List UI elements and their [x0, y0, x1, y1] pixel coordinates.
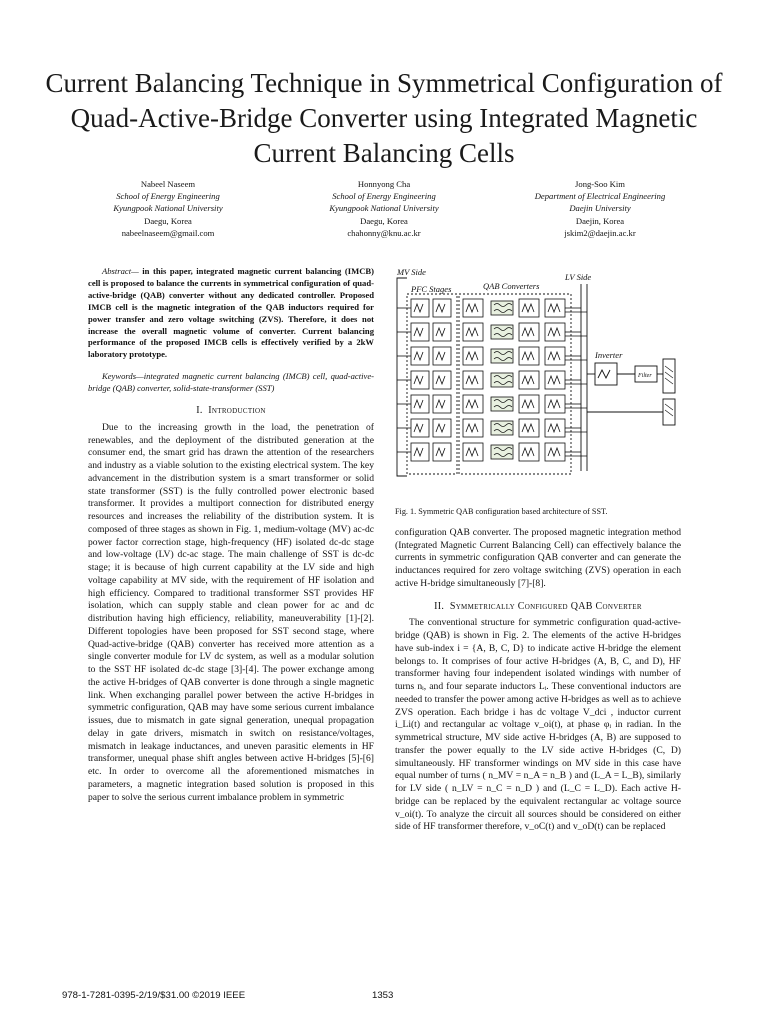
- switch-icon: [436, 352, 445, 360]
- switch-icon: [466, 424, 478, 432]
- hbridge-lv-block: [545, 443, 565, 461]
- lv-side-label: LV Side: [565, 272, 592, 282]
- switch-icon: [414, 448, 423, 456]
- hbridge-lv-block: [545, 347, 565, 365]
- switch-icon: [598, 370, 610, 378]
- hf-transformer-block: [491, 325, 513, 339]
- hbridge-mv-block: [463, 395, 483, 413]
- sst-architecture-diagram: [395, 266, 681, 502]
- load-box: [663, 399, 675, 425]
- switch-icon: [548, 328, 560, 336]
- switch-icon: [436, 400, 445, 408]
- author-email: jskim2@daejin.ac.kr: [564, 227, 636, 238]
- section2-paragraph: The conventional structure for symmetric configuration quad-active-bridge (QAB) is shown in Fig. 2. The elements of the active H-bridges have sub-index i = {A, B, C, D} to indicate active H-bridge the element belongs to. It comprises of four active H-bridges (A, B, C, and D), HF transformer having four independent isolated windings with number of turns nᵢ, and four separate inductors Lᵢ. These conventional inductors are needed to transfer the power among active H-bridges as well as to achieve ZVS operation. Each bridge i has dc voltage V_dci , inductor current i_Li(t) and rectangular ac voltage v_oi(t), at phase φᵢ in radian. In the symmetrical structure, MV side active H-bridges (A, B) are supposed to transfer the power equally to the LV side active H-bridges (C, D) simultaneously. HF transformer windings on MV side in this case have equal number of turns ( n_MV = n_A = n_B ) and (L_A = L_B), similarly for LV side ( n_LV = n_C = n_D ) and (L_C = L_D). Each active H-bridge can be replaced by the equivalent rectangular ac voltage source v_oi(t). To analyze the circuit all sources should be considered on either side of HF transformer therefore, v_oC(t) and v_oD(t) can be replaced: [395, 617, 681, 833]
- section-number: I.: [196, 405, 203, 417]
- switch-icon: [548, 376, 560, 384]
- hbridge-lv-block: [519, 299, 539, 317]
- pfc-bridge-block: [433, 347, 451, 365]
- author-name: Nabeel Naseem: [140, 179, 196, 189]
- switch-icon: [414, 352, 423, 360]
- author-department: School of Energy Engineering: [332, 191, 436, 202]
- author-name: Honnyong Cha: [357, 179, 411, 189]
- abstract-lead: Abstract—: [102, 266, 139, 276]
- pfc-rectifier-block: [411, 419, 429, 437]
- switch-icon: [522, 328, 534, 336]
- author-email: chahonny@knu.ac.kr: [347, 227, 421, 238]
- figure-1: [395, 266, 681, 502]
- load-symbol-icon: [665, 366, 673, 384]
- pfc-rectifier-block: [411, 347, 429, 365]
- author-email: nabeelnaseem@gmail.com: [121, 227, 215, 238]
- switch-icon: [436, 448, 445, 456]
- hbridge-lv-block: [545, 299, 565, 317]
- switch-icon: [522, 304, 534, 312]
- author-city: Daegu, Korea: [360, 215, 408, 226]
- section2-lead-paragraph: configuration QAB converter. The proposed magnetic integration method (Integrated Magnetic Current Balancing Cell) can effectively balance the currents in symmetric configuration QAB converter and can generate the inductances required for zero voltage switching (ZVS) operation in each active H-bridge simultaneously [7]-[8].: [395, 526, 681, 589]
- switch-icon: [548, 352, 560, 360]
- switch-icon: [522, 352, 534, 360]
- pfc-rectifier-block: [411, 395, 429, 413]
- hbridge-lv-block: [545, 419, 565, 437]
- hf-transformer-block: [491, 445, 513, 459]
- switch-icon: [436, 304, 445, 312]
- author-1: [60, 178, 276, 239]
- hbridge-mv-block: [463, 419, 483, 437]
- section-heading-qab: [395, 601, 681, 614]
- switch-icon: [522, 448, 534, 456]
- pfc-bridge-block: [433, 323, 451, 341]
- switch-icon: [466, 304, 478, 312]
- switch-icon: [466, 376, 478, 384]
- paper-title: Current Balancing Technique in Symmetrical Configuration of Quad-Active-Bridge Converter using Integrated Magnetic Current Balancing Cells: [45, 68, 723, 168]
- pfc-bridge-block: [433, 299, 451, 317]
- section-heading-introduction: [88, 405, 374, 418]
- hbridge-mv-block: [463, 443, 483, 461]
- left-column: [88, 266, 374, 804]
- author-department: Department of Electrical Engineering: [534, 191, 666, 202]
- filter-label: Filter: [638, 373, 652, 379]
- hbridge-lv-block: [545, 323, 565, 341]
- author-2: [276, 178, 492, 239]
- hf-transformer-block: [491, 349, 513, 363]
- hbridge-mv-block: [463, 323, 483, 341]
- section-title: Symmetrically Configured QAB Converter: [449, 600, 642, 612]
- abstract: [88, 266, 374, 361]
- switch-icon: [522, 400, 534, 408]
- pfc-bridge-block: [433, 419, 451, 437]
- introduction-paragraph: Due to the increasing growth in the load, the penetration of renewables, and the deployment of the distributed generation at the consumer end, the smart grid has drawn the attention of the researchers and industry as a viable solution to the existing electrical system. The key advancement in the distribution system is a smart transformer or solid state transformer (SST) is the fully controlled power electronic based transformer. It provides a multiport connection for distributed energy resources and increases the reliability of the distribution system. It is composed of three stages as shown in Fig. 1, medium-voltage (MV) ac-dc power factor correction stage, high-frequency (HF) isolated dc-dc stage and low-voltage (LV) dc-ac stage. The main challenge of SST is dc-dc stage; it is because of high current capability at the LV side and high voltage capability at MV side, with the requirement of HF isolation and high efficiency. Compared to traditional transformer SST provides HF isolation, which can supply stable and clean power for ac and dc distribution having high efficiency, reliability, maneuverability [1]-[2]. Different topologies have been proposed for SST second stage, where Quad-active-bridge (QAB) converter has received more attention as a single converter module for LV dc system, as well as a modular solution to the SST HF isolated dc-dc stage [3]-[4]. The power exchange among the active H-bridges of QAB converter is done through a single magnetic link. When exchanging parallel power between the active H-bridges in symmetric configuration, QAB may have some serious current imbalance issues, due to mismatch in gate signal generation, unequal propagation delay in gate drivers, mismatch in switch on resistance/voltages, mismatch in leakage inductances, and uneven parasitic elements in HF transformer, unequal phase shift angles between active H-bridges [5]-[6] etc. In order to overcome all the aforementioned mismatches in parameters, a magnetic integration based solution is proposed in this paper to solve the serious current imbalance problem in symmetric: [88, 421, 374, 803]
- pfc-rectifier-block: [411, 443, 429, 461]
- author-name: Jong-Soo Kim: [575, 179, 625, 189]
- mv-side-label: MV Side: [397, 267, 426, 277]
- pfc-rectifier-block: [411, 299, 429, 317]
- page-number: 1353: [372, 990, 394, 1001]
- right-column: [395, 266, 681, 834]
- inverter-label: Inverter: [595, 350, 623, 360]
- hbridge-mv-block: [463, 299, 483, 317]
- switch-icon: [522, 376, 534, 384]
- hbridge-mv-block: [463, 347, 483, 365]
- load-symbol-icon: [665, 404, 673, 416]
- author-department: School of Energy Engineering: [116, 191, 220, 202]
- switch-icon: [414, 424, 423, 432]
- section-title: Introduction: [208, 405, 266, 417]
- author-university: Kyungpook National University: [113, 203, 223, 214]
- figure-1-caption: Fig. 1. Symmetric QAB configuration based architecture of SST.: [395, 507, 608, 516]
- pfc-stages-box: [407, 294, 457, 474]
- hbridge-lv-block: [519, 443, 539, 461]
- pfc-bridge-block: [433, 395, 451, 413]
- switch-icon: [548, 448, 560, 456]
- author-city: Daejin, Korea: [575, 215, 625, 226]
- switch-icon: [466, 448, 478, 456]
- hbridge-lv-block: [519, 323, 539, 341]
- keywords: Keywords—integrated magnetic current balancing (IMCB) cell, quad-active-bridge (QAB) converter, solid-state-transformer (SST): [88, 371, 374, 394]
- section-number: II.: [434, 600, 445, 612]
- pfc-bridge-block: [433, 371, 451, 389]
- converter-module-rows: [397, 299, 587, 461]
- author-3: [492, 178, 708, 239]
- hf-transformer-block: [491, 421, 513, 435]
- copyright-footer: 978-1-7281-0395-2/19/$31.00 ©2019 IEEE: [62, 990, 246, 1001]
- hbridge-lv-block: [545, 395, 565, 413]
- hbridge-lv-block: [519, 395, 539, 413]
- hbridge-mv-block: [463, 371, 483, 389]
- hf-transformer-block: [491, 373, 513, 387]
- switch-icon: [522, 424, 534, 432]
- pfc-rectifier-block: [411, 371, 429, 389]
- switch-icon: [436, 376, 445, 384]
- switch-icon: [548, 400, 560, 408]
- hf-transformer-block: [491, 301, 513, 315]
- hf-transformer-block: [491, 397, 513, 411]
- switch-icon: [414, 400, 423, 408]
- author-city: Daegu, Korea: [144, 215, 192, 226]
- switch-icon: [436, 328, 445, 336]
- author-university: Kyungpook National University: [329, 203, 439, 214]
- qab-converters-label: QAB Converters: [483, 281, 540, 291]
- pfc-rectifier-block: [411, 323, 429, 341]
- switch-icon: [548, 304, 560, 312]
- pfc-bridge-block: [433, 443, 451, 461]
- author-university: Daejin University: [569, 203, 631, 214]
- pfc-stages-label: PFC Stages: [411, 284, 452, 294]
- switch-icon: [414, 376, 423, 384]
- load-box: [663, 359, 675, 393]
- author-block: [60, 178, 708, 239]
- switch-icon: [466, 328, 478, 336]
- hbridge-lv-block: [545, 371, 565, 389]
- switch-icon: [414, 328, 423, 336]
- switch-icon: [414, 304, 423, 312]
- hbridge-lv-block: [519, 419, 539, 437]
- switch-icon: [466, 400, 478, 408]
- switch-icon: [548, 424, 560, 432]
- hbridge-lv-block: [519, 347, 539, 365]
- switch-icon: [436, 424, 445, 432]
- inverter-bridge: [595, 363, 617, 385]
- switch-icon: [466, 352, 478, 360]
- abstract-text: in this paper, integrated magnetic current balancing (IMCB) cell is proposed to balance the currents in symmetrical configuration of quad-active-bridge (QAB) converter without any dedicated controller. Proposed IMCB cell is the magnetic integration of the QAB inductors required for power transfer and zero voltage switching (ZVS). Therefore, it does not increase the overall magnetic volume of converter. Current balancing performance of the proposed IMCB cells is effectively verified by a 2kW laboratory prototype.: [88, 266, 374, 360]
- hbridge-lv-block: [519, 371, 539, 389]
